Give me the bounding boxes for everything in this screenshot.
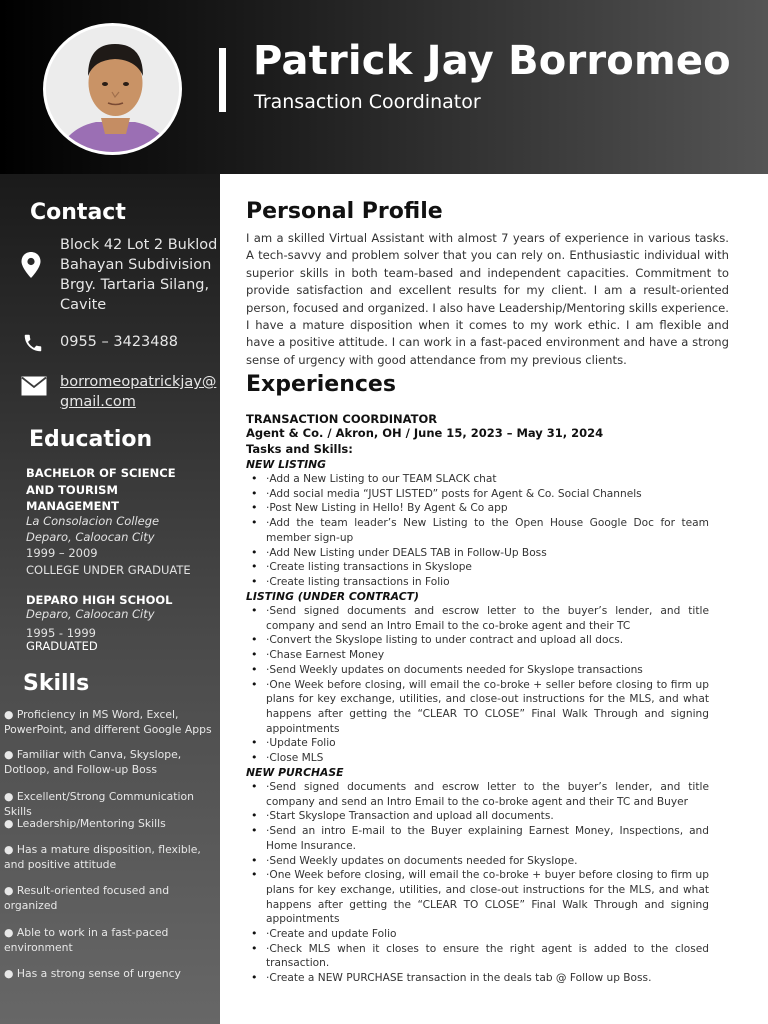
contact-phone: 0955 – 3423488 [60, 334, 178, 350]
contact-email[interactable] [60, 372, 216, 412]
profile-photo [43, 23, 182, 155]
skill-item: ● Result-oriented focused and organized [4, 884, 170, 912]
skill-item: ● Proficiency in MS Word, Excel, PowerPoint, and different Google Apps [4, 708, 212, 736]
list-item: • ·Add a New Listing to our TEAM SLACK chat [246, 472, 709, 487]
location-pin-icon [21, 252, 41, 278]
list-item: • ·Start Skyslope Transaction and upload all documents. [246, 809, 709, 824]
education-place: Deparo, Caloocan City [26, 607, 155, 621]
degree-line: MANAGEMENT [26, 499, 119, 513]
address-line: Bahayan Subdivision [60, 257, 212, 273]
education-status: GRADUATED [26, 639, 98, 653]
skills-heading: Skills [23, 671, 90, 696]
header-divider [219, 48, 226, 112]
list-item: • ·Update Folio [246, 736, 709, 751]
list-item: • ·Send signed documents and escrow letter to the buyer’s lender, and title company and send an Intro Email to the co-broke agent and their TC [246, 604, 709, 633]
list-item: • ·One Week before closing, will email the co-broke + buyer before closing to firm up plans for key exchange, utilities, and close-out instructions for the MLS, and what happens after getting the “CLEAR TO CLOSE” Final Walk Through and signing appointments [246, 868, 709, 927]
list-item: • ·Chase Earnest Money [246, 648, 709, 663]
address-line: Cavite [60, 297, 107, 313]
education-status: COLLEGE UNDER GRADUATE [26, 563, 191, 577]
profile-text: I am a skilled Virtual Assistant with almost 7 years of experience in various tasks. A tech-savvy and problem solver that you can rely on. Enthusiastic individual with superior skills in both team-based and independent capacities. Commitment to provide satisfaction and excellent results for my client. I am a result-oriented person, focused and organized. I also have Leadership/Mentoring skills experience. I have a mature disposition when it comes to my work ethic. I am flexible and have a positive attitude. I can work in a fast-paced environment and have a strong sense of urgency with good attendance from my previous clients. [246, 231, 729, 367]
list-item: • ·One Week before closing, will email the co-broke + seller before closing to firm up plans for key exchange, utilities, and close-out instructions for the MLS, and what happens after getting the “CLEAR TO CLOSE” Final Walk Through and signing appointments [246, 678, 709, 737]
section-title-new-purchase: NEW PURCHASE [246, 766, 344, 779]
section-title-listing-under-contract: LISTING (UNDER CONTRACT) [246, 590, 419, 603]
job-meta: Agent & Co. / Akron, OH / June 15, 2023 – May 31, 2024 [246, 426, 604, 440]
header-banner [0, 0, 768, 174]
highschool-line: DEPARO HIGH SCHOOL [26, 593, 173, 607]
profile-photo-illustration [46, 26, 182, 155]
phone-icon [22, 332, 44, 354]
education-years: 1999 – 2009 [26, 546, 98, 560]
list-item: • ·Create a NEW PURCHASE transaction in the deals tab @ Follow up Boss. [246, 971, 709, 986]
contact-heading: Contact [30, 200, 126, 225]
list-item: • ·Create listing transactions in Folio [246, 575, 709, 590]
email-icon [21, 376, 47, 396]
sidebar [0, 174, 220, 1024]
education-school: La Consolacion College [26, 514, 160, 528]
candidate-role: Transaction Coordinator [254, 91, 481, 113]
list-item: • ·Add social media “JUST LISTED” posts for Agent & Co. Social Channels [246, 487, 709, 502]
address-line: Brgy. Tartaria Silang, [60, 277, 210, 293]
degree-line: BACHELOR OF SCIENCE [26, 466, 176, 480]
skill-item: ● Has a strong sense of urgency [4, 967, 181, 980]
skill-item: ● Has a mature disposition, flexible, and positive attitude [4, 843, 201, 871]
new-listing-list [246, 472, 709, 590]
education-place: Deparo, Caloocan City [26, 530, 155, 544]
profile-heading: Personal Profile [246, 199, 443, 224]
education-degree [26, 465, 176, 515]
list-item: • ·Post New Listing in Hello! By Agent & Co app [246, 501, 709, 516]
list-item: • ·Send an intro E-mail to the Buyer explaining Earnest Money, Inspections, and Home Insurance. [246, 824, 709, 853]
skill-item: ● Familiar with Canva, Skyslope, Dotloop, and Follow-up Boss [4, 748, 182, 776]
education-heading: Education [29, 427, 153, 452]
education-years: 1995 - 1999 [26, 626, 96, 640]
list-item: • ·Convert the Skyslope listing to under contract and upload all docs. [246, 633, 709, 648]
tasks-label: Tasks and Skills: [246, 442, 353, 456]
list-item: • ·Add the team leader’s New Listing to the Open House Google Doc for team member sign-up [246, 516, 709, 545]
under-contract-list [246, 604, 709, 766]
list-item: • ·Check MLS when it closes to ensure the right agent is added to the closed transaction. [246, 942, 709, 971]
email-line[interactable]: gmail.com [60, 394, 136, 410]
email-line[interactable]: borromeopatrickjay@ [60, 374, 217, 390]
list-item: • ·Send signed documents and escrow letter to the buyer’s lender, and title company and send an Intro Email to the co-broke agent and their TC and Buyer [246, 780, 709, 809]
list-item: • ·Add New Listing under DEALS TAB in Follow-Up Boss [246, 546, 709, 561]
section-title-new-listing: NEW LISTING [246, 458, 327, 471]
job-title: TRANSACTION COORDINATOR [246, 412, 438, 426]
list-item: • ·Create and update Folio [246, 927, 709, 942]
new-purchase-list [246, 780, 709, 986]
contact-address [60, 235, 217, 315]
list-item: • ·Close MLS [246, 751, 709, 766]
skill-item: ● Leadership/Mentoring Skills [4, 817, 166, 830]
skill-item: ● Excellent/Strong Communication Skills [4, 790, 194, 818]
skill-item: ● Able to work in a fast-paced environment [4, 926, 169, 954]
address-line: Block 42 Lot 2 Buklod [60, 237, 218, 253]
degree-line: AND TOURISM [26, 482, 118, 497]
list-item: • ·Send Weekly updates on documents needed for Skyslope transactions [246, 663, 709, 678]
candidate-name: Patrick Jay Borromeo [253, 38, 731, 84]
experiences-heading: Experiences [246, 372, 396, 397]
list-item: • ·Create listing transactions in Skyslope [246, 560, 709, 575]
list-item: • ·Send Weekly updates on documents needed for Skyslope. [246, 854, 709, 869]
